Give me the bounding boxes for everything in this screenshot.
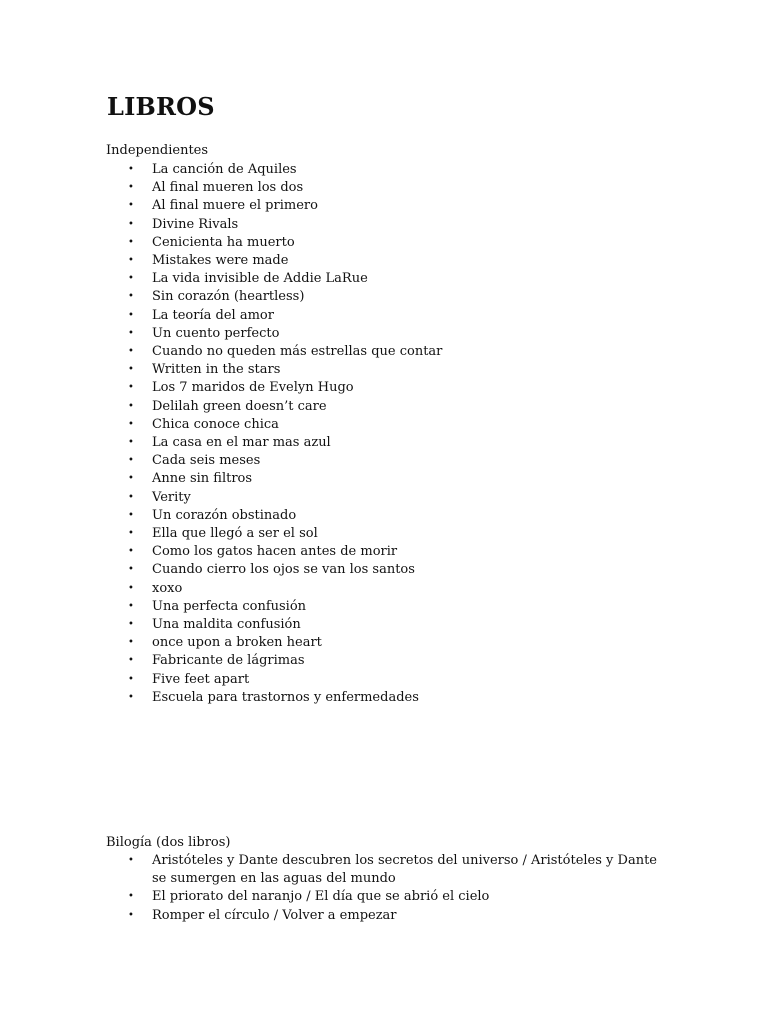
list-item-text: Delilah green doesn’t care	[152, 398, 327, 414]
book-list-independientes	[0, 161, 672, 707]
bullet-icon: •	[128, 382, 134, 394]
bullet-icon: •	[128, 273, 134, 285]
bullet-icon: •	[128, 637, 134, 649]
list-item-text: xoxo	[152, 580, 183, 596]
list-item-text: La vida invisible de Addie LaRue	[152, 271, 368, 287]
list-item-text: Cada seis meses	[152, 453, 261, 469]
list-item	[0, 252, 672, 270]
list-item	[0, 489, 672, 507]
bullet-icon: •	[128, 491, 134, 503]
list-item	[0, 234, 672, 252]
list-item	[0, 288, 672, 306]
list-item-text: La teoría del amor	[152, 307, 274, 323]
list-item-text: Un corazón obstinado	[152, 507, 297, 523]
bullet-icon: •	[128, 327, 134, 339]
list-item-text: La casa en el mar mas azul	[152, 435, 331, 451]
bullet-icon: •	[128, 619, 134, 631]
list-item-text: Five feet apart	[152, 671, 250, 687]
list-item	[0, 852, 672, 888]
bullet-icon: •	[128, 509, 134, 521]
bullet-icon: •	[128, 455, 134, 467]
bullet-icon: •	[128, 655, 134, 667]
list-item	[0, 161, 672, 179]
list-item	[0, 398, 672, 416]
bullet-icon: •	[128, 218, 134, 230]
bullet-icon: •	[128, 855, 134, 866]
list-item-text: Sin corazón (heartless)	[152, 289, 305, 305]
bullet-icon: •	[128, 909, 134, 921]
list-item	[0, 197, 672, 215]
list-item	[0, 561, 672, 579]
list-item	[0, 434, 672, 452]
bullet-icon: •	[128, 691, 134, 703]
list-item-text: Fabricante de lágrimas	[152, 653, 305, 669]
list-item-text: once upon a broken heart	[152, 635, 322, 651]
page-title: LIBROS	[107, 92, 215, 121]
list-item	[0, 270, 672, 288]
list-item	[0, 507, 672, 525]
list-item-text: Ella que llegó a ser el sol	[152, 526, 318, 542]
list-item	[0, 470, 672, 488]
list-item	[0, 325, 672, 343]
bullet-icon: •	[128, 255, 134, 267]
list-item-text: Cuando no queden más estrellas que contar	[152, 344, 443, 360]
list-item-text: Anne sin filtros	[152, 471, 253, 487]
bullet-icon: •	[128, 236, 134, 248]
list-item	[0, 689, 672, 707]
list-item	[0, 634, 672, 652]
bullet-icon: •	[128, 182, 134, 194]
bullet-icon: •	[128, 164, 134, 175]
section-heading-bilogia: Bilogía (dos libros)	[106, 835, 231, 850]
list-item	[0, 616, 672, 634]
bullet-icon: •	[128, 600, 134, 612]
list-item	[0, 543, 672, 561]
list-item	[0, 671, 672, 689]
list-item-text: Chica conoce chica	[152, 416, 279, 432]
list-item	[0, 525, 672, 543]
list-item	[0, 907, 672, 925]
list-item-text: Verity	[152, 489, 191, 505]
list-item-text: La canción de Aquiles	[152, 162, 297, 177]
list-item-text: Al final mueren los dos	[152, 180, 304, 196]
bullet-icon: •	[128, 564, 134, 576]
list-item	[0, 652, 672, 670]
list-item-text: Aristóteles y Dante descubren los secretos del universo / Aristóteles y Dante se sumergen en las aguas del mundo	[152, 853, 657, 887]
list-item	[0, 307, 672, 325]
list-item-text: Como los gatos hacen antes de morir	[152, 544, 398, 560]
bullet-icon: •	[128, 309, 134, 321]
bullet-icon: •	[128, 546, 134, 558]
bullet-icon: •	[128, 346, 134, 358]
bullet-icon: •	[128, 473, 134, 485]
list-item-text: El priorato del naranjo / El día que se abrió el cielo	[152, 889, 490, 905]
bullet-icon: •	[128, 418, 134, 430]
list-item-text: Una maldita confusión	[152, 617, 301, 633]
list-item-text: Written in the stars	[152, 362, 281, 378]
bullet-icon: •	[128, 673, 134, 685]
bullet-icon: •	[128, 291, 134, 303]
bullet-icon: •	[128, 528, 134, 540]
list-item	[0, 598, 672, 616]
list-item-text: Cuando cierro los ojos se van los santos	[152, 562, 415, 578]
list-item-text: Al final muere el primero	[152, 198, 318, 214]
bullet-icon: •	[128, 437, 134, 449]
list-item	[0, 416, 672, 434]
list-item	[0, 361, 672, 379]
list-item-text: Los 7 maridos de Evelyn Hugo	[152, 380, 354, 396]
bullet-icon: •	[128, 400, 134, 412]
list-item	[0, 888, 672, 906]
bullet-icon: •	[128, 891, 134, 903]
section-heading-independientes: Independientes	[106, 143, 209, 158]
list-item	[0, 216, 672, 234]
list-item-text: Divine Rivals	[152, 216, 239, 232]
list-item	[0, 379, 672, 397]
list-item	[0, 343, 672, 361]
list-item-text: Romper el círculo / Volver a empezar	[152, 907, 397, 923]
list-item	[0, 179, 672, 197]
bullet-icon: •	[128, 200, 134, 212]
list-item-text: Escuela para trastornos y enfermedades	[152, 689, 419, 705]
list-item-text: Un cuento perfecto	[152, 325, 280, 341]
list-item-text: Mistakes were made	[152, 253, 289, 269]
list-item-text: Una perfecta confusión	[152, 598, 307, 614]
list-item	[0, 580, 672, 598]
list-item-text: Cenicienta ha muerto	[152, 234, 295, 250]
bullet-icon: •	[128, 364, 134, 376]
list-item	[0, 452, 672, 470]
book-list-bilogia	[0, 852, 672, 925]
bullet-icon: •	[128, 582, 134, 594]
